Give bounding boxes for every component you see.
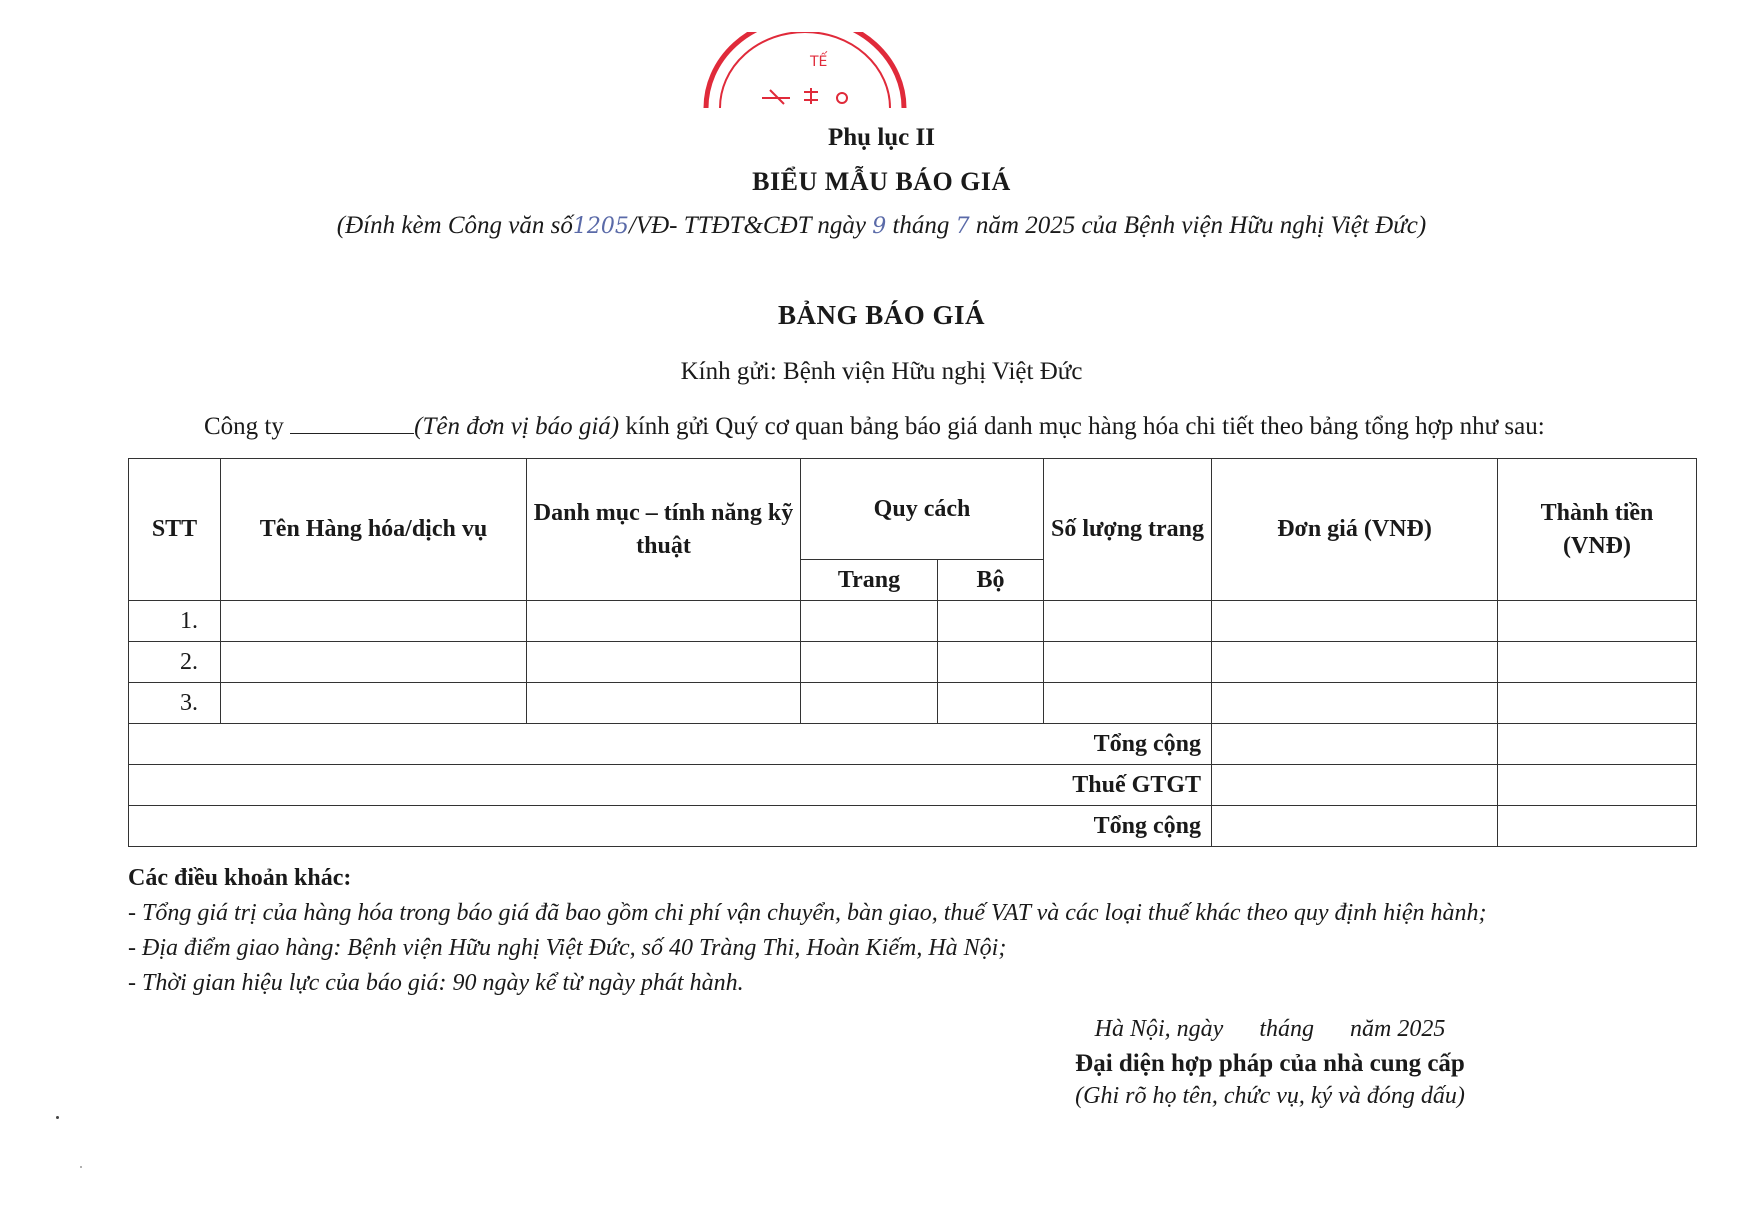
- grand-total-label: Tổng cộng: [129, 806, 1212, 847]
- header-stt: STT: [129, 459, 221, 601]
- grand-total-amount[interactable]: [1498, 806, 1697, 847]
- handwritten-month: 7: [955, 214, 970, 239]
- header-quantity: Số lượng trang: [1044, 459, 1212, 601]
- form-title: BIỂU MẪU BÁO GIÁ: [752, 167, 1011, 196]
- cell-quantity[interactable]: [1044, 642, 1212, 683]
- cell-category[interactable]: [527, 601, 801, 642]
- attachment-text: (Đính kèm Công văn số: [336, 212, 573, 239]
- cell-quantity[interactable]: [1044, 601, 1212, 642]
- intro-placeholder: (Tên đơn vị báo giá): [414, 413, 620, 440]
- cell-spec-set[interactable]: [938, 601, 1044, 642]
- row-number: 2.: [129, 642, 221, 683]
- seal-text: TẾ: [810, 54, 828, 70]
- handwritten-doc-number: 1205: [572, 214, 629, 239]
- cell-amount[interactable]: [1498, 642, 1697, 683]
- grand-total-row: [129, 806, 1697, 847]
- cell-amount[interactable]: [1498, 601, 1697, 642]
- attachment-reference: [0, 212, 1763, 240]
- vat-label: Thuế GTGT: [129, 765, 1212, 806]
- row-number: 3.: [129, 683, 221, 724]
- cell-unit-price[interactable]: [1212, 601, 1498, 642]
- header-unit-price: Đơn giá (VNĐ): [1212, 459, 1498, 601]
- terms-heading: Các điều khoản khác:: [128, 865, 352, 891]
- row-number: 1.: [129, 601, 221, 642]
- official-seal-stamp: [700, 32, 910, 112]
- cell-item-name[interactable]: [221, 683, 527, 724]
- company-name-blank: [290, 415, 414, 434]
- cell-quantity[interactable]: [1044, 683, 1212, 724]
- cell-item-name[interactable]: [221, 601, 527, 642]
- cell-spec-set[interactable]: [938, 683, 1044, 724]
- term-item: - Tổng giá trị của hàng hóa trong báo giá đã bao gồm chi phí vận chuyển, bàn giao, thuế VAT và các loại thuế khác theo quy định hiện hành;: [128, 900, 1487, 926]
- table-row: [129, 683, 1697, 724]
- addressee-line: Kính gửi: Bệnh viện Hữu nghị Việt Đức: [680, 358, 1083, 385]
- cell-spec-page[interactable]: [801, 683, 938, 724]
- cell-category[interactable]: [527, 683, 801, 724]
- cell-category[interactable]: [527, 642, 801, 683]
- vat-amount[interactable]: [1498, 765, 1697, 806]
- attachment-month-word: tháng: [892, 212, 950, 239]
- subtotal-label: Tổng cộng: [129, 724, 1212, 765]
- header-amount: Thành tiền (VNĐ): [1498, 459, 1697, 601]
- grand-total-unit-price[interactable]: [1212, 806, 1498, 847]
- cell-spec-page[interactable]: [801, 642, 938, 683]
- intro-company-label: Công ty: [204, 413, 284, 440]
- term-item: - Địa điểm giao hàng: Bệnh viện Hữu nghị Việt Đức, số 40 Tràng Thi, Hoàn Kiếm, Hà Nội;: [128, 935, 1007, 961]
- header-spec-page: Trang: [801, 560, 938, 601]
- signature-title: Đại diện hợp pháp của nhà cung cấp: [1075, 1050, 1465, 1077]
- signature-date-line: Hà Nội, ngày tháng năm 2025: [1094, 1016, 1446, 1042]
- cell-unit-price[interactable]: [1212, 683, 1498, 724]
- term-item: - Thời gian hiệu lực của báo giá: 90 ngày kể từ ngày phát hành.: [128, 970, 744, 996]
- header-spec-set: Bộ: [938, 560, 1044, 601]
- cell-amount[interactable]: [1498, 683, 1697, 724]
- signature-note: (Ghi rõ họ tên, chức vụ, ký và đóng dấu): [1075, 1083, 1465, 1109]
- annex-label: Phụ lục II: [828, 124, 935, 151]
- scan-speck: [80, 1166, 82, 1168]
- quote-table-title: BẢNG BÁO GIÁ: [777, 300, 986, 330]
- vat-unit-price[interactable]: [1212, 765, 1498, 806]
- attachment-tail: năm 2025 của Bệnh viện Hữu nghị Việt Đức): [975, 212, 1427, 239]
- terms-section: [128, 865, 1486, 1005]
- header-specification: Quy cách: [801, 459, 1044, 560]
- cell-spec-page[interactable]: [801, 601, 938, 642]
- subtotal-row: [129, 724, 1697, 765]
- header-category: Danh mục – tính năng kỹ thuật: [527, 459, 801, 601]
- cell-unit-price[interactable]: [1212, 642, 1498, 683]
- intro-paragraph: [204, 413, 1545, 441]
- handwritten-day: 9: [872, 214, 887, 239]
- table-row: [129, 601, 1697, 642]
- header-item-name: Tên Hàng hóa/dịch vụ: [221, 459, 527, 601]
- scan-speck: [56, 1116, 59, 1119]
- intro-rest: kính gửi Quý cơ quan bảng báo giá danh mục hàng hóa chi tiết theo bảng tổng hợp như sau:: [619, 413, 1545, 440]
- cell-spec-set[interactable]: [938, 642, 1044, 683]
- table-row: [129, 642, 1697, 683]
- vat-row: [129, 765, 1697, 806]
- subtotal-amount[interactable]: [1498, 724, 1697, 765]
- subtotal-unit-price[interactable]: [1212, 724, 1498, 765]
- quote-table: [128, 458, 1697, 847]
- attachment-text: /VĐ- TTĐT&CĐT ngày: [628, 212, 866, 239]
- cell-item-name[interactable]: [221, 642, 527, 683]
